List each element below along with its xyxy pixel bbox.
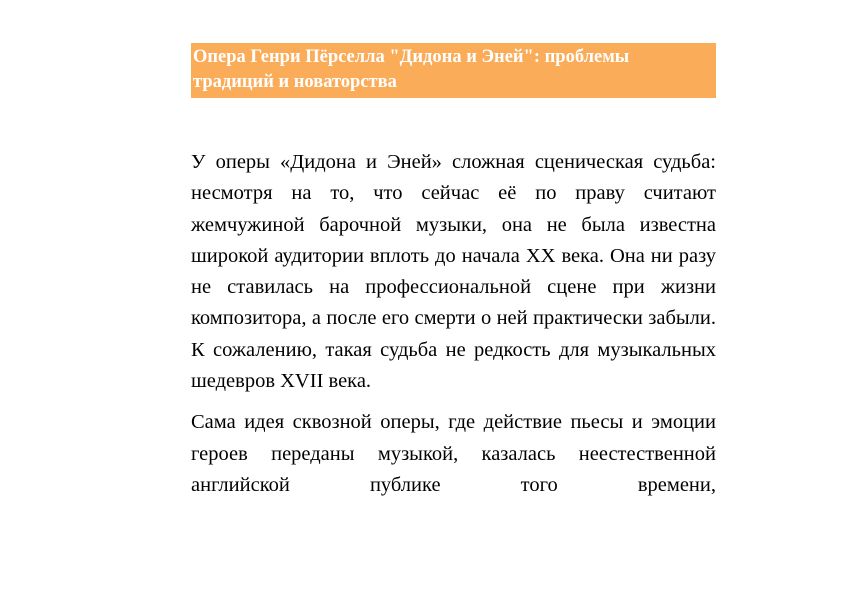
paragraph-2: Сама идея сквозной оперы, где действие пьесы и эмоции героев переданы музыкой, казалась неестественной английской публике того времени, (191, 411, 716, 496)
article-body (191, 147, 716, 501)
page-title: Опера Генри Пёрселла "Дидона и Эней": проблемы традиций и новаторства (193, 47, 630, 92)
title-banner (191, 43, 716, 98)
paragraph-1: У оперы «Дидона и Эней» сложная сценическая судьба: несмотря на то, что сейчас её по праву считают жемчужиной барочной музыки, она не была известна широкой аудитории вплоть до начала XX века. Она ни разу не ставилась на профессиональной сцене при жизни композитора, а после его смерти о ней практически забыли. К сожалению, такая судьба не редкость для музыкальных шедевров XVII века. (191, 151, 716, 393)
